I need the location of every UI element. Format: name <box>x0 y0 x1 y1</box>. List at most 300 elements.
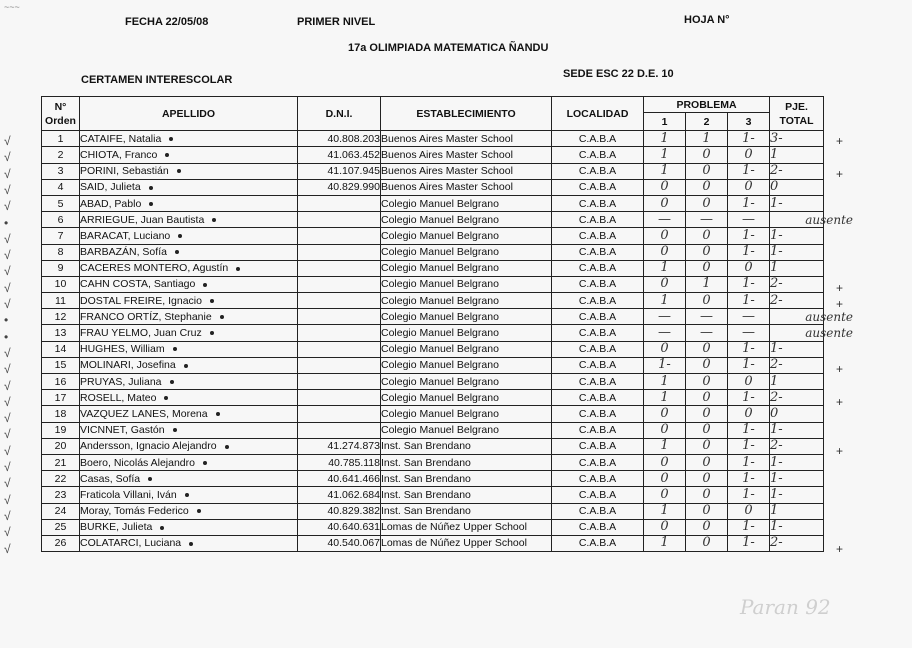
problem-3-score: 1- <box>728 131 770 147</box>
order-cell: 5 <box>42 195 80 211</box>
student-name: Fraticola Villani, Iván <box>80 488 177 501</box>
table-row <box>42 406 824 422</box>
check-mark: √ <box>4 492 11 507</box>
plus-mark: + <box>836 297 844 311</box>
problem-2-score: 0 <box>686 163 728 179</box>
total-score: 1- <box>770 487 824 503</box>
dni-cell <box>298 293 381 309</box>
absent-note: ausente <box>770 309 824 325</box>
problem-1-score: 0 <box>644 195 686 211</box>
dot-mark <box>175 250 179 254</box>
dot-mark <box>203 283 207 287</box>
check-mark: √ <box>4 427 11 442</box>
problem-2-score: 0 <box>686 195 728 211</box>
problem-2-score: 0 <box>686 471 728 487</box>
locality-cell: C.A.B.A <box>552 309 644 325</box>
total-score: 1 <box>770 260 824 276</box>
surname-cell <box>80 293 298 309</box>
locality-cell: C.A.B.A <box>552 147 644 163</box>
total-score: 1 <box>770 503 824 519</box>
order-cell: 1 <box>42 131 80 147</box>
problem-2-score: 0 <box>686 374 728 390</box>
table-row <box>42 390 824 406</box>
plus-mark: + <box>836 134 844 148</box>
total-score: 1- <box>770 519 824 535</box>
locality-cell: C.A.B.A <box>552 276 644 292</box>
problem-3-score: 1- <box>728 519 770 535</box>
problem-1-score: 1 <box>644 535 686 551</box>
problem-1-score: 1 <box>644 438 686 454</box>
student-name: SAID, Julieta <box>80 181 141 194</box>
problem-2-score: 0 <box>686 422 728 438</box>
problem-1-score: 1 <box>644 390 686 406</box>
dot-mark <box>149 186 153 190</box>
order-cell: 15 <box>42 357 80 373</box>
problem-3-score: 0 <box>728 406 770 422</box>
problem-3-score: — <box>728 309 770 325</box>
problem-2-score: 0 <box>686 244 728 260</box>
absent-note: ausente <box>770 212 824 228</box>
locality-cell: C.A.B.A <box>552 163 644 179</box>
problem-1-score: 1 <box>644 131 686 147</box>
problem-2-score: 0 <box>686 293 728 309</box>
problem-1-score: 1- <box>644 357 686 373</box>
school-cell: Colegio Manuel Belgrano <box>381 357 552 373</box>
surname-cell <box>80 487 298 503</box>
total-score: 0 <box>770 406 824 422</box>
order-cell: 18 <box>42 406 80 422</box>
check-mark: √ <box>4 476 11 491</box>
surname-cell <box>80 374 298 390</box>
check-mark: √ <box>4 411 11 426</box>
order-cell: 14 <box>42 341 80 357</box>
total-score: 1- <box>770 341 824 357</box>
student-name: BARBAZÁN, Sofía <box>80 246 167 259</box>
check-mark: √ <box>4 541 11 556</box>
check-mark: √ <box>4 345 11 360</box>
dni-cell: 41.063.452 <box>298 147 381 163</box>
check-mark: • <box>4 329 9 344</box>
school-cell: Colegio Manuel Belgrano <box>381 228 552 244</box>
dni-cell: 40.829.990 <box>298 179 381 195</box>
student-name: ABAD, Pablo <box>80 197 142 210</box>
problem-3-score: 1- <box>728 341 770 357</box>
table-row <box>42 519 824 535</box>
total-score: 0 <box>770 179 824 195</box>
dni-cell <box>298 422 381 438</box>
venue-label: SEDE ESC 22 D.E. 10 <box>563 68 674 80</box>
problem-3-score: 0 <box>728 260 770 276</box>
dot-mark <box>173 347 177 351</box>
total-score: 2- <box>770 390 824 406</box>
table-row <box>42 163 824 179</box>
student-name: Casas, Sofía <box>80 472 141 485</box>
locality-cell: C.A.B.A <box>552 357 644 373</box>
problem-3-score: 1- <box>728 535 770 551</box>
dot-mark <box>212 218 216 222</box>
check-mark: √ <box>4 134 11 148</box>
locality-cell: C.A.B.A <box>552 244 644 260</box>
table-row <box>42 471 824 487</box>
order-cell: 19 <box>42 422 80 438</box>
check-mark: √ <box>4 199 11 214</box>
school-cell: Colegio Manuel Belgrano <box>381 212 552 228</box>
school-cell: Buenos Aires Master School <box>381 179 552 195</box>
school-cell: Colegio Manuel Belgrano <box>381 341 552 357</box>
problem-3-score: 0 <box>728 503 770 519</box>
problem-2-score: 0 <box>686 357 728 373</box>
problem-2-score: 0 <box>686 454 728 470</box>
locality-cell: C.A.B.A <box>552 131 644 147</box>
plus-mark: + <box>836 362 844 377</box>
order-cell: 16 <box>42 374 80 390</box>
surname-cell <box>80 131 298 147</box>
problem-2-score: 0 <box>686 390 728 406</box>
locality-cell: C.A.B.A <box>552 422 644 438</box>
problem-2-score: 0 <box>686 260 728 276</box>
problem-2-score: 0 <box>686 519 728 535</box>
locality-cell: C.A.B.A <box>552 487 644 503</box>
total-score: 2- <box>770 535 824 551</box>
problem-1-score: 0 <box>644 422 686 438</box>
student-name: VAZQUEZ LANES, Morena <box>80 407 208 420</box>
table-row <box>42 293 824 309</box>
problem-1-score: 0 <box>644 487 686 503</box>
surname-cell <box>80 519 298 535</box>
problem-3-score: 1- <box>728 438 770 454</box>
order-cell: 25 <box>42 519 80 535</box>
order-cell: 13 <box>42 325 80 341</box>
problem-3-score: 0 <box>728 179 770 195</box>
total-score: 2- <box>770 293 824 309</box>
problem-2-score: — <box>686 325 728 341</box>
locality-cell: C.A.B.A <box>552 228 644 244</box>
problem-3-score: 0 <box>728 374 770 390</box>
corner-mark: ~~~ <box>4 2 20 12</box>
sheet-number-label: HOJA N° <box>684 14 730 26</box>
problem-2-score: 0 <box>686 341 728 357</box>
dot-mark <box>197 509 201 513</box>
total-score: 1- <box>770 228 824 244</box>
table-row <box>42 341 824 357</box>
problem-1-score: 1 <box>644 163 686 179</box>
problem-2-score: 0 <box>686 503 728 519</box>
student-name: VICNNET, Gastón <box>80 424 165 437</box>
table-row <box>42 276 824 292</box>
problem-1-score: — <box>644 212 686 228</box>
student-name: CHIOTA, Franco <box>80 148 158 161</box>
school-header: ESTABLECIMIENTO <box>381 97 552 131</box>
dni-cell: 41.107.945 <box>298 163 381 179</box>
problem-3-score: 1- <box>728 422 770 438</box>
dni-header: D.N.I. <box>298 97 381 131</box>
total-score: 2- <box>770 357 824 373</box>
dni-cell <box>298 341 381 357</box>
table-row <box>42 244 824 260</box>
dni-cell: 40.540.067 <box>298 535 381 551</box>
locality-cell: C.A.B.A <box>552 260 644 276</box>
problem-2-score: 0 <box>686 228 728 244</box>
order-cell: 21 <box>42 454 80 470</box>
table-row <box>42 179 824 195</box>
problem-3-header: 3 <box>728 113 770 131</box>
student-name: CACERES MONTERO, Agustín <box>80 262 229 275</box>
dni-cell: 40.640.631 <box>298 519 381 535</box>
problem-2-score: 1 <box>686 131 728 147</box>
dni-cell <box>298 260 381 276</box>
dni-cell: 41.274.873 <box>298 438 381 454</box>
surname-header: APELLIDO <box>80 97 298 131</box>
problem-1-score: 1 <box>644 503 686 519</box>
problem-3-score: 1- <box>728 390 770 406</box>
problem-3-score: 1- <box>728 357 770 373</box>
dni-cell <box>298 212 381 228</box>
order-cell: 4 <box>42 179 80 195</box>
locality-cell: C.A.B.A <box>552 438 644 454</box>
dni-cell <box>298 244 381 260</box>
date-label: FECHA 22/05/08 <box>125 16 209 28</box>
school-cell: Colegio Manuel Belgrano <box>381 422 552 438</box>
table-row <box>42 260 824 276</box>
table-row <box>42 357 824 373</box>
total-score: 2- <box>770 276 824 292</box>
check-mark: √ <box>4 525 11 540</box>
problem-2-score: 0 <box>686 535 728 551</box>
dot-mark <box>169 137 173 141</box>
dni-cell <box>298 374 381 390</box>
school-cell: Colegio Manuel Belgrano <box>381 309 552 325</box>
dot-mark <box>164 396 168 400</box>
school-cell: Buenos Aires Master School <box>381 163 552 179</box>
dni-cell <box>298 228 381 244</box>
plus-mark: + <box>836 166 844 181</box>
order-cell: 9 <box>42 260 80 276</box>
check-mark: √ <box>4 248 11 263</box>
student-name: Andersson, Ignacio Alejandro <box>80 440 217 453</box>
check-mark: √ <box>4 362 11 377</box>
locality-cell: C.A.B.A <box>552 454 644 470</box>
dot-mark <box>225 445 229 449</box>
check-mark: √ <box>4 182 11 197</box>
problem-1-score: 0 <box>644 471 686 487</box>
school-cell: Inst. San Brendano <box>381 487 552 503</box>
level-label: PRIMER NIVEL <box>297 16 376 28</box>
order-cell: 2 <box>42 147 80 163</box>
problem-3-score: 1- <box>728 471 770 487</box>
problem-3-score: 1- <box>728 163 770 179</box>
surname-cell <box>80 147 298 163</box>
table-row <box>42 147 824 163</box>
dot-mark <box>178 234 182 238</box>
dni-cell <box>298 325 381 341</box>
problem-1-score: 1 <box>644 260 686 276</box>
school-cell: Colegio Manuel Belgrano <box>381 260 552 276</box>
dni-cell <box>298 357 381 373</box>
plus-mark: + <box>836 541 844 556</box>
total-score: 1- <box>770 244 824 260</box>
order-cell: 22 <box>42 471 80 487</box>
check-mark: • <box>4 215 9 230</box>
student-name: CATAIFE, Natalia <box>80 132 162 145</box>
locality-cell: C.A.B.A <box>552 179 644 195</box>
check-mark: • <box>4 313 9 328</box>
check-mark: √ <box>4 460 11 474</box>
table-row <box>42 228 824 244</box>
table-row <box>42 454 824 470</box>
check-mark: √ <box>4 378 11 393</box>
student-name: MOLINARI, Josefina <box>80 359 176 372</box>
total-score: 2- <box>770 438 824 454</box>
student-name: FRANCO ORTÍZ, Stephanie <box>80 310 212 323</box>
order-cell: 8 <box>42 244 80 260</box>
total-score: 1- <box>770 454 824 470</box>
problem-3-score: — <box>728 212 770 228</box>
locality-cell: C.A.B.A <box>552 406 644 422</box>
problem-2-score: 0 <box>686 179 728 195</box>
student-name: PORINI, Sebastián <box>80 165 169 178</box>
dot-mark <box>210 299 214 303</box>
surname-cell <box>80 244 298 260</box>
surname-cell <box>80 503 298 519</box>
problem-2-score: 0 <box>686 147 728 163</box>
order-cell: 26 <box>42 535 80 551</box>
school-cell: Colegio Manuel Belgrano <box>381 374 552 390</box>
order-cell: 6 <box>42 212 80 228</box>
problem-3-score: 0 <box>728 147 770 163</box>
school-cell: Inst. San Brendano <box>381 454 552 470</box>
problem-1-score: — <box>644 325 686 341</box>
dot-mark <box>177 169 181 173</box>
locality-cell: C.A.B.A <box>552 535 644 551</box>
problem-1-score: 1 <box>644 147 686 163</box>
surname-cell <box>80 163 298 179</box>
problem-3-score: 1- <box>728 228 770 244</box>
surname-cell <box>80 454 298 470</box>
locality-cell: C.A.B.A <box>552 471 644 487</box>
problem-2-score: 0 <box>686 438 728 454</box>
locality-header: LOCALIDAD <box>552 97 644 131</box>
problem-3-score: 1- <box>728 293 770 309</box>
contest-label: CERTAMEN INTERESCOLAR <box>81 74 233 86</box>
plus-mark: + <box>836 394 844 409</box>
problem-2-score: 0 <box>686 406 728 422</box>
dni-cell: 40.808.203 <box>298 131 381 147</box>
dot-mark <box>220 315 224 319</box>
locality-cell: C.A.B.A <box>552 325 644 341</box>
student-name: ARRIEGUE, Juan Bautista <box>80 213 205 226</box>
surname-cell <box>80 195 298 211</box>
check-mark: √ <box>4 166 11 181</box>
total-score: 1 <box>770 147 824 163</box>
locality-cell: C.A.B.A <box>552 293 644 309</box>
dni-cell <box>298 406 381 422</box>
table-row <box>42 325 824 341</box>
student-name: BURKE, Julieta <box>80 521 153 534</box>
left-margin-marks <box>0 0 40 648</box>
surname-cell <box>80 309 298 325</box>
table-row <box>42 374 824 390</box>
surname-cell <box>80 260 298 276</box>
student-name: ROSELL, Mateo <box>80 391 157 404</box>
school-cell: Colegio Manuel Belgrano <box>381 195 552 211</box>
school-cell: Lomas de Núñez Upper School <box>381 535 552 551</box>
dni-cell: 40.829.382 <box>298 503 381 519</box>
school-cell: Colegio Manuel Belgrano <box>381 293 552 309</box>
total-header: PJE. TOTAL <box>770 97 824 131</box>
problem-3-score: 1- <box>728 276 770 292</box>
student-name: BARACAT, Luciano <box>80 229 171 242</box>
student-name: Moray, Tomás Federico <box>80 505 189 518</box>
school-cell: Colegio Manuel Belgrano <box>381 390 552 406</box>
problem-1-score: 0 <box>644 276 686 292</box>
school-cell: Inst. San Brendano <box>381 438 552 454</box>
locality-cell: C.A.B.A <box>552 503 644 519</box>
problem-1-score: 0 <box>644 228 686 244</box>
student-name: Boero, Nicolás Alejandro <box>80 456 195 469</box>
check-mark: √ <box>4 297 11 311</box>
problem-3-score: 1- <box>728 244 770 260</box>
locality-cell: C.A.B.A <box>552 374 644 390</box>
problem-2-score: — <box>686 309 728 325</box>
surname-cell <box>80 212 298 228</box>
dot-mark <box>216 412 220 416</box>
total-score: 1- <box>770 422 824 438</box>
surname-cell <box>80 390 298 406</box>
check-mark: √ <box>4 231 11 246</box>
problem-2-score: 0 <box>686 487 728 503</box>
surname-cell <box>80 276 298 292</box>
surname-cell <box>80 535 298 551</box>
locality-cell: C.A.B.A <box>552 519 644 535</box>
locality-cell: C.A.B.A <box>552 390 644 406</box>
surname-cell <box>80 228 298 244</box>
school-cell: Colegio Manuel Belgrano <box>381 406 552 422</box>
total-score: 2- <box>770 163 824 179</box>
dni-cell: 40.641.466 <box>298 471 381 487</box>
dot-mark <box>189 542 193 546</box>
locality-cell: C.A.B.A <box>552 341 644 357</box>
problem-1-header: 1 <box>644 113 686 131</box>
student-name: COLATARCI, Luciana <box>80 537 182 550</box>
school-cell: Buenos Aires Master School <box>381 147 552 163</box>
problem-3-score: 1- <box>728 487 770 503</box>
problem-1-score: 1 <box>644 374 686 390</box>
dot-mark <box>203 461 207 465</box>
problem-1-score: 0 <box>644 244 686 260</box>
plus-mark: + <box>836 280 844 295</box>
problem-2-header: 2 <box>686 113 728 131</box>
dni-cell <box>298 309 381 325</box>
student-name: PRUYAS, Juliana <box>80 375 162 388</box>
order-cell: 23 <box>42 487 80 503</box>
table-row <box>42 535 824 551</box>
dot-mark <box>160 526 164 530</box>
dot-mark <box>148 477 152 481</box>
order-cell: 7 <box>42 228 80 244</box>
surname-cell <box>80 357 298 373</box>
order-cell: 11 <box>42 293 80 309</box>
student-name: CAHN COSTA, Santiago <box>80 278 196 291</box>
dot-mark <box>173 428 177 432</box>
school-cell: Inst. San Brendano <box>381 503 552 519</box>
surname-cell <box>80 438 298 454</box>
school-cell: Lomas de Núñez Upper School <box>381 519 552 535</box>
surname-cell <box>80 471 298 487</box>
total-score: 1 <box>770 374 824 390</box>
school-cell: Colegio Manuel Belgrano <box>381 276 552 292</box>
school-cell: Colegio Manuel Belgrano <box>381 244 552 260</box>
check-mark: √ <box>4 508 11 523</box>
